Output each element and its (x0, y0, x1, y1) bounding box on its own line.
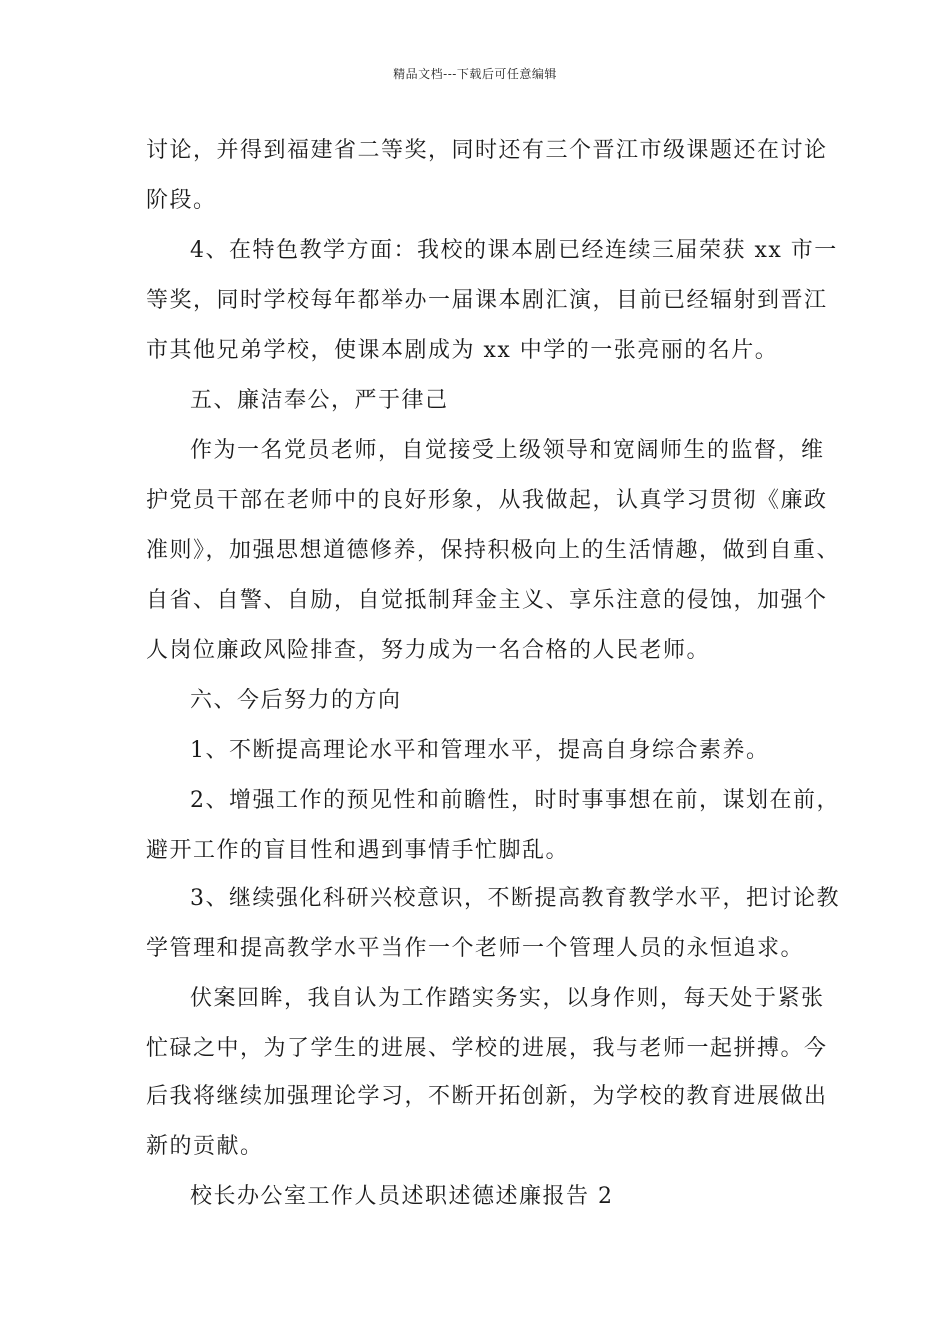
report-title: 校长办公室工作人员述职述德述廉报告 2 (190, 1184, 614, 1209)
text-line: 学管理和提高教学水平当作一个老师一个管理人员的永恒追求。 (146, 936, 805, 961)
text-line: 伏案回眸，我自认为工作踏实务实，以身作则，每天处于紧张 (190, 986, 825, 1011)
text-line: 4、在特色教学方面：我校的课本剧已经连续三届荣获 xx 市一 (190, 238, 838, 263)
text-line: 避开工作的盲目性和遇到事情手忙脚乱。 (146, 838, 570, 863)
text-line: 准则》，加强思想道德修养，保持积极向上的生活情趣，做到自重、 (146, 538, 841, 563)
text-line: 3、继续强化科研兴校意识，不断提高教育教学水平，把讨论教 (190, 886, 840, 911)
text-line: 自省、自警、自励，自觉抵制拜金主义、享乐注意的侵蚀，加强个 (146, 588, 828, 613)
section-heading: 六、今后努力的方向 (190, 688, 402, 713)
text-line: 人岗位廉政风险排查，努力成为一名合格的人民老师。 (146, 638, 711, 663)
text-line: 新的贡献。 (146, 1134, 264, 1159)
text-line: 讨论，并得到福建省二等奖，同时还有三个晋江市级课题还在讨论 (146, 138, 828, 163)
text-line: 阶段。 (146, 188, 217, 213)
page-header: 精品文档---下载后可任意编辑 (393, 67, 557, 81)
text-line: 2、增强工作的预见性和前瞻性，时时事事想在前，谋划在前， (190, 788, 840, 813)
text-line: 作为一名党员老师，自觉接受上级领导和宽阔师生的监督，维 (190, 438, 825, 463)
text-line: 市其他兄弟学校，使课本剧成为 xx 中学的一张亮丽的名片。 (146, 338, 779, 363)
text-line: 忙碌之中，为了学生的进展、学校的进展，我与老师一起拼搏。今 (146, 1036, 828, 1061)
text-line: 后我将继续加强理论学习，不断开拓创新，为学校的教育进展做出 (146, 1084, 828, 1109)
text-line: 等奖，同时学校每年都举办一届课本剧汇演，目前已经辐射到晋江 (146, 288, 828, 313)
text-line: 1、不断提高理论水平和管理水平，提高自身综合素养。 (190, 738, 770, 763)
text-line: 护党员干部在老师中的良好形象，从我做起，认真学习贯彻《廉政 (146, 488, 828, 513)
section-heading: 五、廉洁奉公，严于律己 (190, 388, 449, 413)
